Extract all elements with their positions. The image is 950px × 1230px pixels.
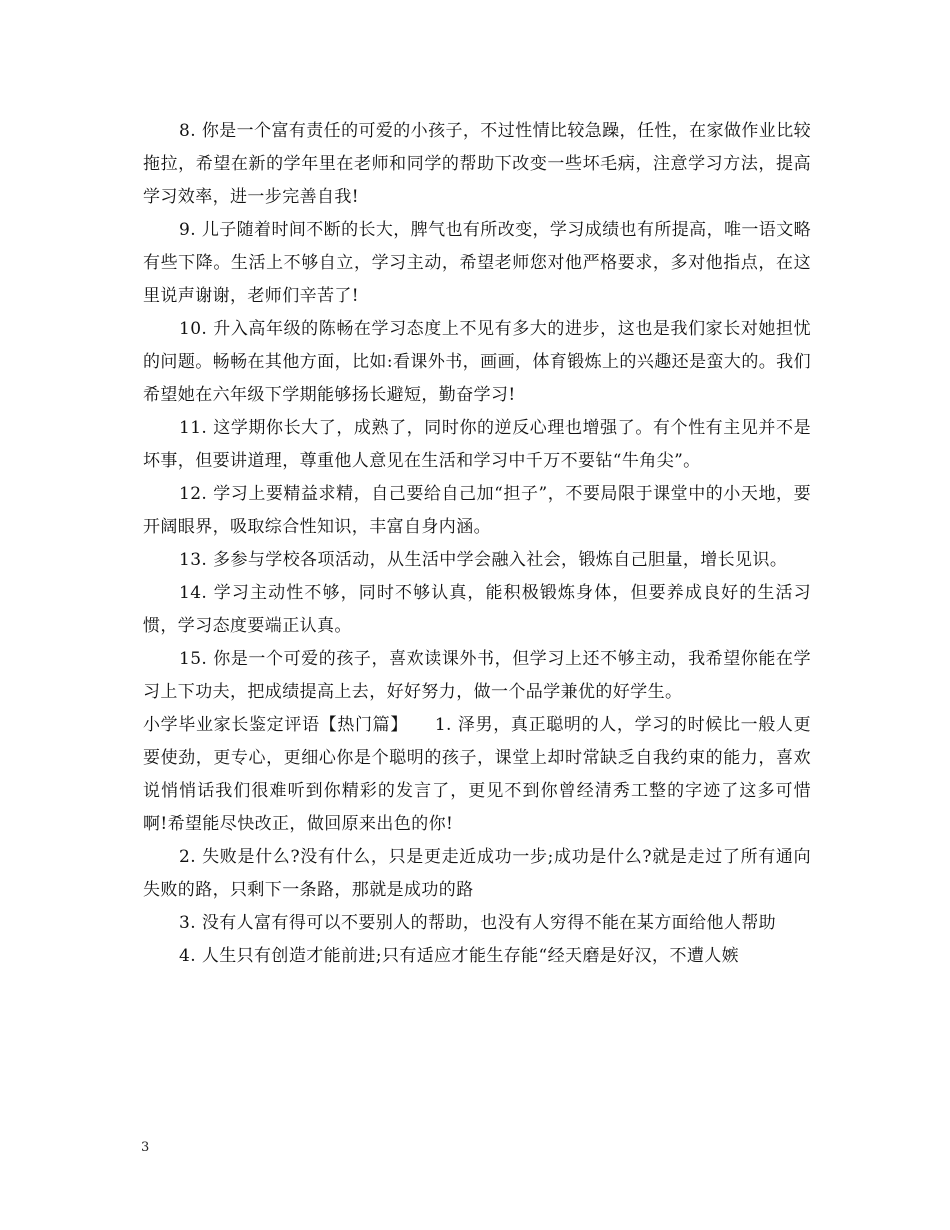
paragraph-item-4: 4. 人生只有创造才能前进;只有适应才能生存能“经天磨是好汉，不遭人嫉 [179, 946, 740, 966]
paragraph-item-12: 12. 学习上要精益求精，自己要给自己加“担子”，不要局限于课堂中的小天地，要开阔眼界，吸取综合性知识，丰富自身内涵。 [143, 484, 811, 537]
paragraph-item-10: 10. 升入高年级的陈畅在学习态度上不见有多大的进步，这也是我们家长对她担忧的问题。畅畅在其他方面，比如:看课外书，画画，体育锻炼上的兴趣还是蛮大的。我们希望她在六年级下学期能够扬长避短，勤奋学习! [143, 319, 811, 405]
paragraph-item-15: 15. 你是一个可爱的孩子，喜欢读课外书，但学习上还不够主动，我希望你能在学习上下功夫，把成绩提高上去，好好努力，做一个品学兼优的好学生。 [143, 649, 811, 702]
document-body [143, 115, 811, 973]
section-heading-paragraph: 小学毕业家长鉴定评语【热门篇】 1. 泽男，真正聪明的人，学习的时候比一般人更要使劲，更专心，更细心你是个聪明的孩子，课堂上却时常缺乏自我约束的能力，喜欢说悄悄话我们很难听到你精彩的发言了，更见不到你曾经清秀工整的字迹了这多可惜啊!希望能尽快改正，做回原来出色的你! [143, 715, 811, 834]
paragraph-item-13: 13. 多参与学校各项活动，从生活中学会融入社会，锻炼自己胆量，增长见识。 [179, 550, 788, 570]
paragraph-item-2: 2. 失败是什么?没有什么，只是更走近成功一步;成功是什么?就是走过了所有通向失败的路，只剩下一条路，那就是成功的路 [143, 847, 811, 900]
paragraph-item-14: 14. 学习主动性不够，同时不够认真，能积极锻炼身体，但要养成良好的生活习惯，学习态度要端正认真。 [143, 583, 811, 636]
paragraph-item-11: 11. 这学期你长大了，成熟了，同时你的逆反心理也增强了。有个性有主见并不是坏事，但要讲道理，尊重他人意见在生活和学习中千万不要钻“牛角尖”。 [143, 418, 811, 471]
page-number: 3 [141, 1140, 150, 1155]
paragraph-item-3: 3. 没有人富有得可以不要别人的帮助，也没有人穷得不能在某方面给他人帮助 [179, 913, 777, 933]
paragraph-item-9: 9. 儿子随着时间不断的长大，脾气也有所改变，学习成绩也有所提高，唯一语文略有些下降。生活上不够自立，学习主动，希望老师您对他严格要求，多对他指点，在这里说声谢谢，老师们辛苦了! [143, 220, 811, 306]
paragraph-item-8: 8. 你是一个富有责任的可爱的小孩子，不过性情比较急躁，任性，在家做作业比较拖拉，希望在新的学年里在老师和同学的帮助下改变一些坏毛病，注意学习方法，提高学习效率，进一步完善自我! [143, 121, 811, 207]
